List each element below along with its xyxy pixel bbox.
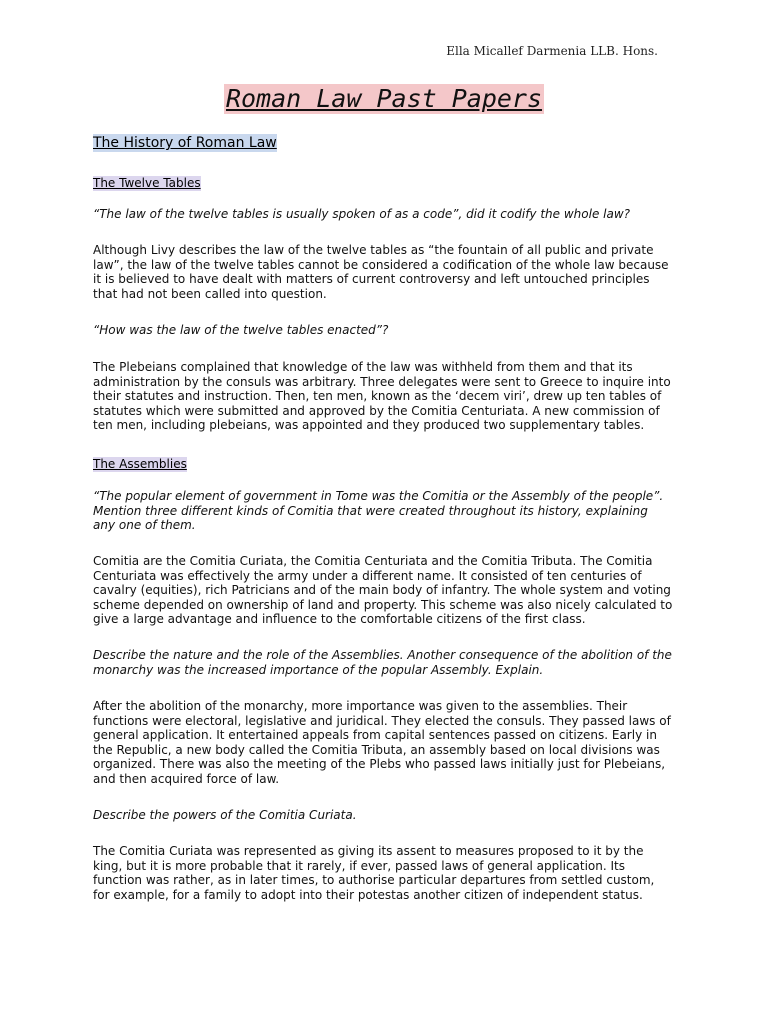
question-text: Describe the powers of the Comitia Curiata. [93, 808, 357, 822]
subsection-heading: The Twelve Tables [93, 176, 201, 190]
answer-text: Although Livy describes the law of the twelve tables as “the fountain of all public and private law”, the law of the twelve tables cannot be considered a codification of the whole law because it is believed to have dealt with matters of current controversy and left untouched principles that had not been called into question. [93, 243, 669, 301]
answer-text: Comitia are the Comitia Curiata, the Comitia Centuriata and the Comitia Tributa. The Comitia Centuriata was effectively the army under a different name. It consisted of ten centuries of cavalry (equities), rich Patricians and of the main body of infantry. The whole system and voting scheme depended on ownership of land and property. This scheme was also nicely calculated to give a large advantage and influence to the comfortable citizens of the first class. [93, 554, 673, 626]
answer-text: The Plebeians complained that knowledge of the law was withheld from them and that its administration by the consuls was arbitrary. Three delegates were sent to Greece to inquire into their statutes and instruction. Then, ten men, known as the ‘decem viri’, drew up ten tables of statutes which were submitted and approved by the Comitia Centuriata. A new commission of ten men, including plebeians, was appointed and they produced two supplementary tables. [93, 360, 671, 432]
section-heading: The History of Roman Law [93, 135, 277, 151]
answer-text: The Comitia Curiata was represented as giving its assent to measures proposed to it by the king, but it is more probable that it rarely, if ever, passed laws of general application. Its function was rather, as in later times, to authorise particular departures from settled custom, for example, for a family to adopt into their potestas another citizen of independent status. [93, 844, 655, 902]
title-container [0, 84, 768, 114]
page-title: Roman Law Past Papers [225, 84, 543, 113]
question-text: “The popular element of government in Tome was the Comitia or the Assembly of the people”. Mention three different kinds of Comitia that were created throughout its history, explaining any one of them. [93, 489, 664, 532]
subsection-heading: The Assemblies [93, 457, 187, 471]
answer-text: After the abolition of the monarchy, more importance was given to the assemblies. Their functions were electoral, legislative and juridical. They elected the consuls. They passed laws of general application. It entertained appeals from capital sentences passed on citizens. Early in the Republic, a new body called the Comitia Tributa, an assembly based on local divisions was organized. There was also the meeting of the Plebs who passed laws initially just for Plebeians, and then acquired force of law. [93, 699, 671, 786]
author-line: Ella Micallef Darmenia LLB. Hons. [446, 44, 658, 58]
question-text: “How was the law of the twelve tables enacted”? [93, 323, 389, 337]
question-text: “The law of the twelve tables is usually spoken of as a code”, did it codify the whole law? [93, 207, 631, 221]
question-text: Describe the nature and the role of the Assemblies. Another consequence of the abolition of the monarchy was the increased importance of the popular Assembly. Explain. [93, 648, 672, 677]
